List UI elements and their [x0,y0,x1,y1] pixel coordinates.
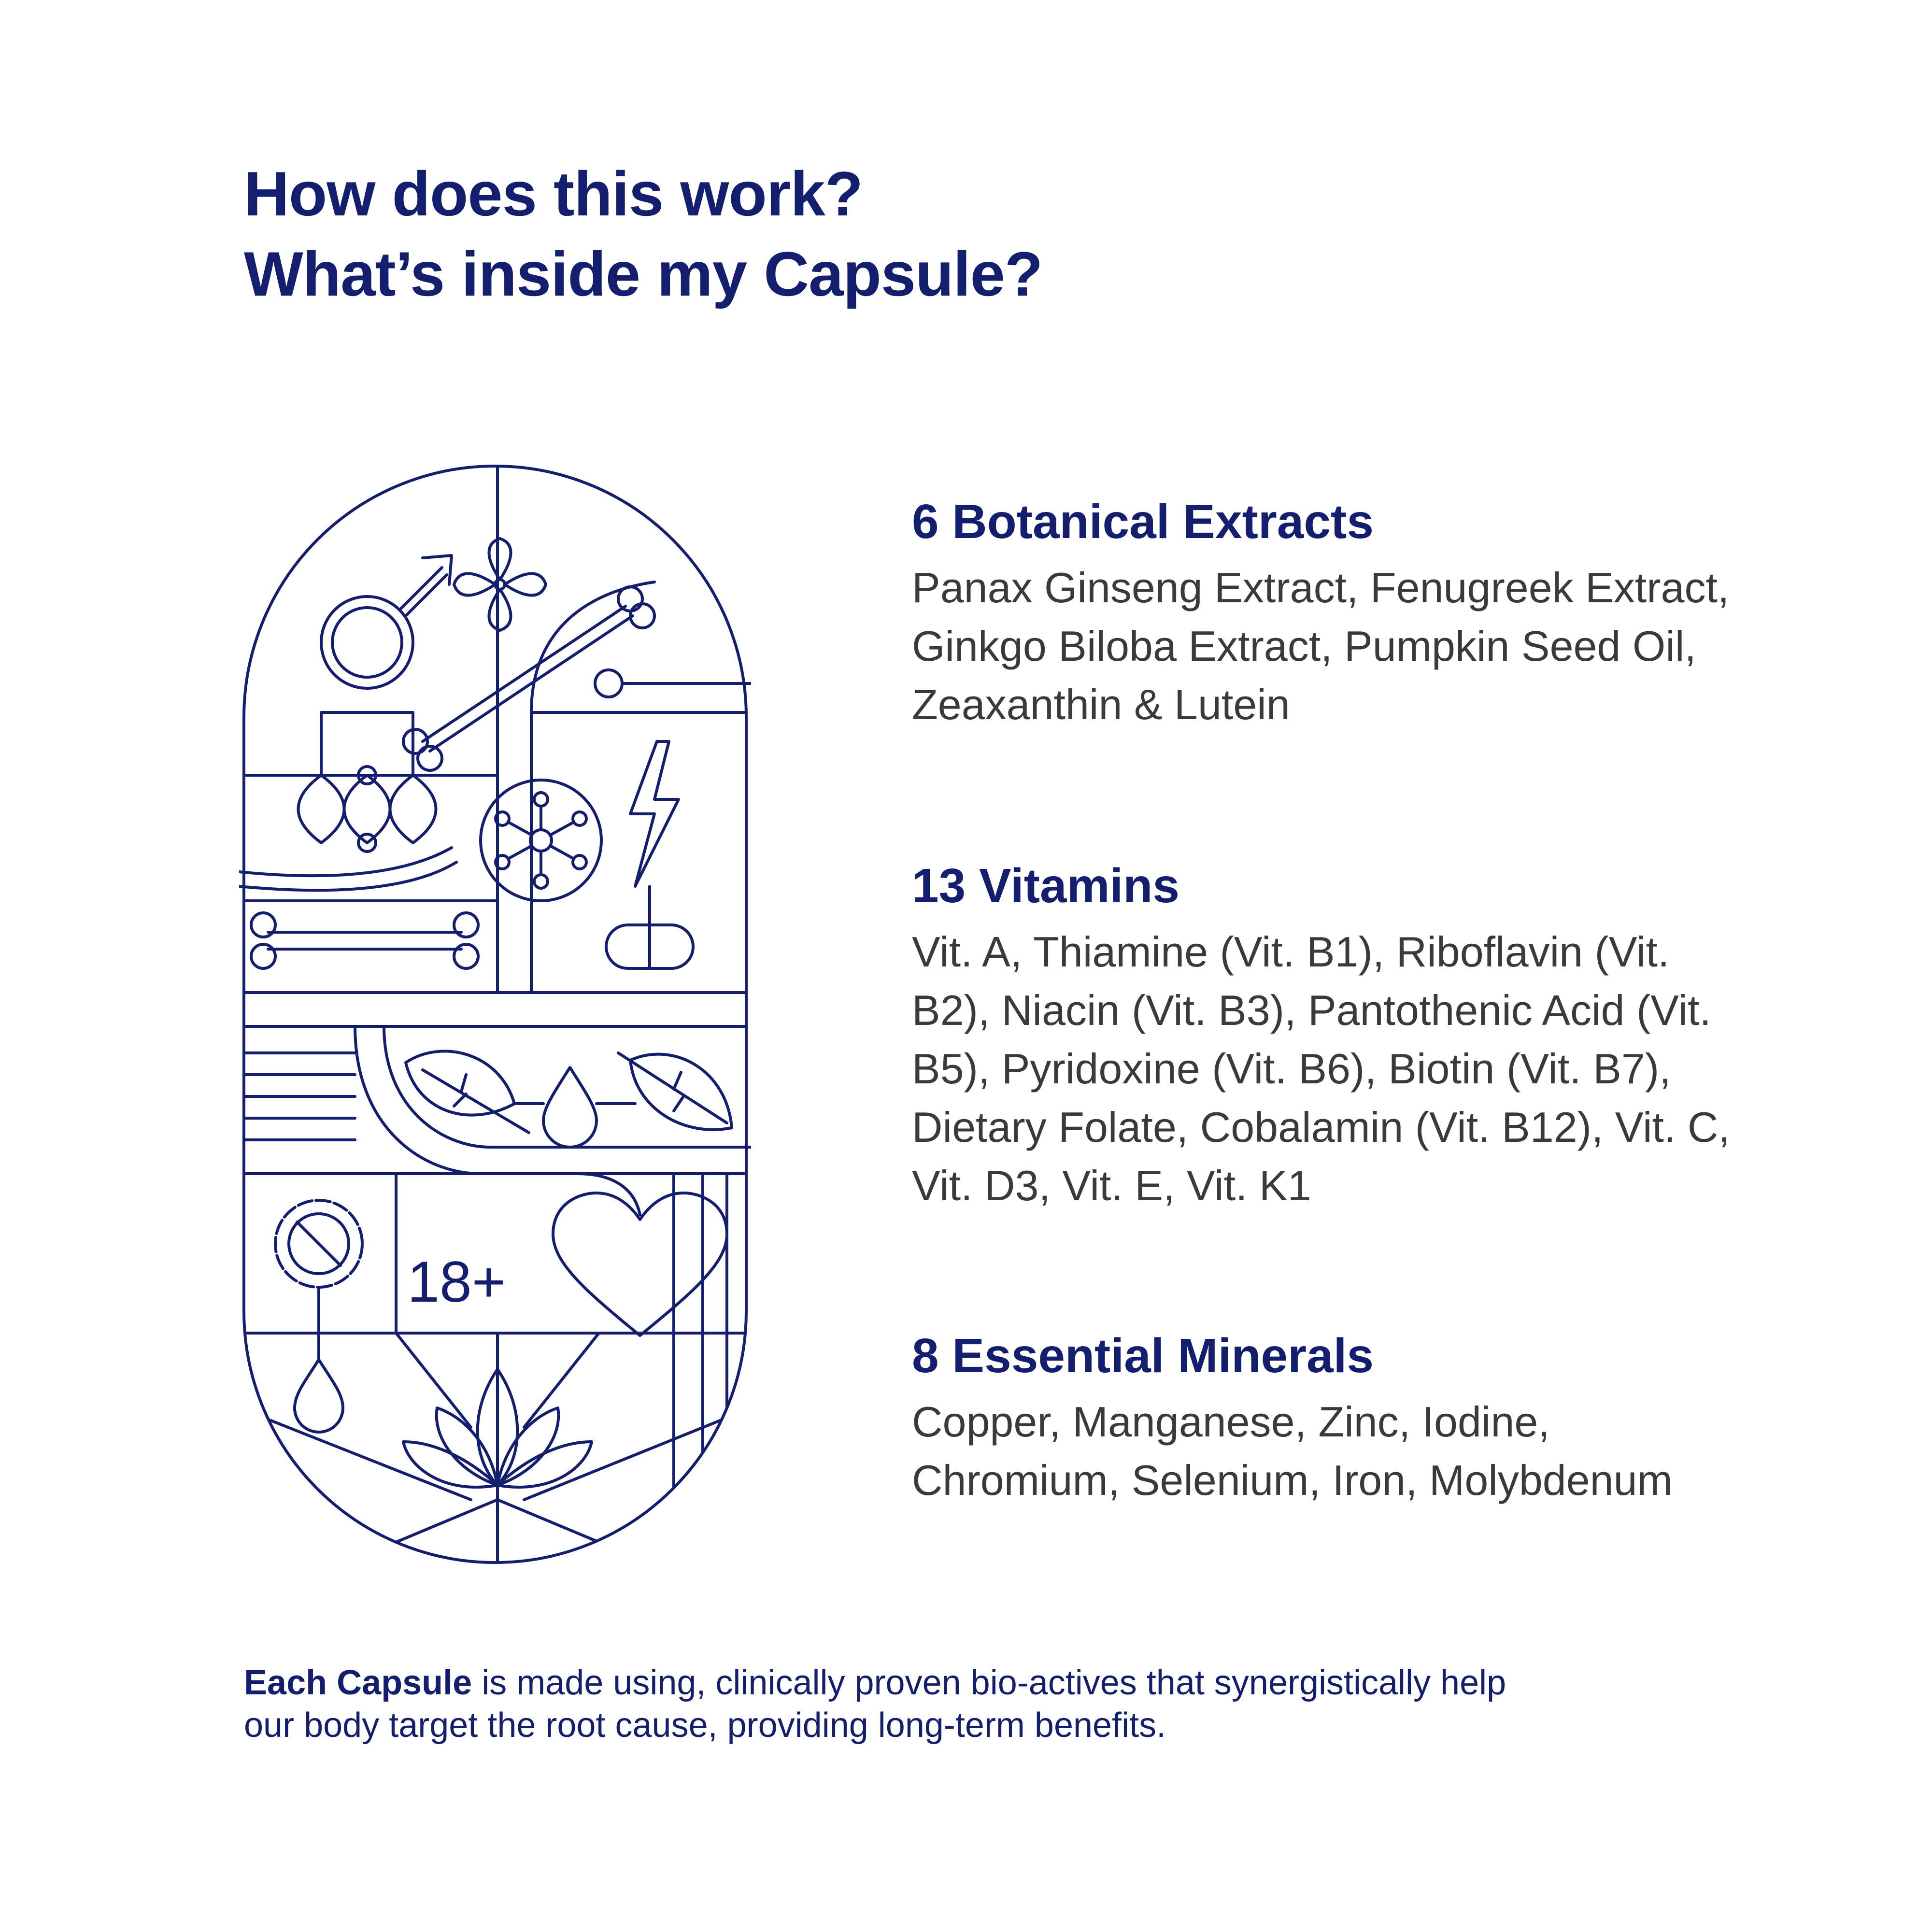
bone-icon-horizontal [251,913,478,968]
lightning-icon [630,741,679,925]
footer-bold: Each Capsule [244,1663,472,1702]
pill-icon [606,925,693,968]
footer-line-1 [244,1662,1506,1704]
minerals-section [912,1326,1830,1509]
footer-line-1-rest: is made using, clinically proven bio-actives that synergistically help [472,1663,1506,1702]
botanical-extracts-title: 6 Botanical Extracts [912,495,1374,549]
vitamins-list [912,923,1830,1215]
botanical-line: Panax Ginseng Extract, Fenugreek Extract, [912,564,1730,611]
bone-icon [403,587,654,770]
minerals-line: Chromium, Selenium, Iron, Molybdenum [912,1456,1673,1504]
page-title [244,154,1042,314]
age-label: 18+ [407,1250,506,1314]
minerals-line: Copper, Manganese, Zinc, Iodine, [912,1398,1550,1446]
vitamins-line: B5), Pyridoxine (Vit. B6), Biotin (Vit. B7), [912,1045,1671,1093]
vitamins-line: Vit. D3, Vit. E, Vit. K1 [912,1162,1311,1209]
page-title-line-2: What’s inside my Capsule? [244,239,1043,309]
lattice-pattern [239,767,456,890]
leaf-icon-2 [618,1053,732,1130]
footer-description [244,1662,1506,1747]
page-title-line-1: How does this work? [244,158,863,229]
minerals-title: 8 Essential Minerals [912,1329,1374,1383]
vitamins-line: Dietary Folate, Cobalamin (Vit. B12), Vit. C, [912,1103,1730,1151]
vitamins-section [912,856,1830,1215]
flower-icon [454,539,546,630]
botanical-extracts-section [912,492,1830,734]
botanical-line: Ginkgo Biloba Extract, Pumpkin Seed Oil, [912,622,1696,670]
vitamins-line: Vit. A, Thiamine (Vit. B1), Riboflavin (Vit. [912,928,1670,976]
botanical-line: Zeaxanthin & Lutein [912,681,1290,728]
footer-line-2: our body target the root cause, providing long-term benefits. [244,1706,1166,1745]
vitamins-line: B2), Niacin (Vit. B3), Pantothenic Acid (Vit. [912,986,1711,1034]
capsule-illustration [239,461,751,1567]
male-symbol-icon [321,555,452,688]
minerals-list [912,1392,1830,1509]
botanical-extracts-list [912,558,1830,734]
pin-icon [595,670,751,697]
vitamins-title: 13 Vitamins [912,859,1180,913]
no-symbol-icon [275,1200,362,1432]
drop-icon [514,1067,635,1147]
